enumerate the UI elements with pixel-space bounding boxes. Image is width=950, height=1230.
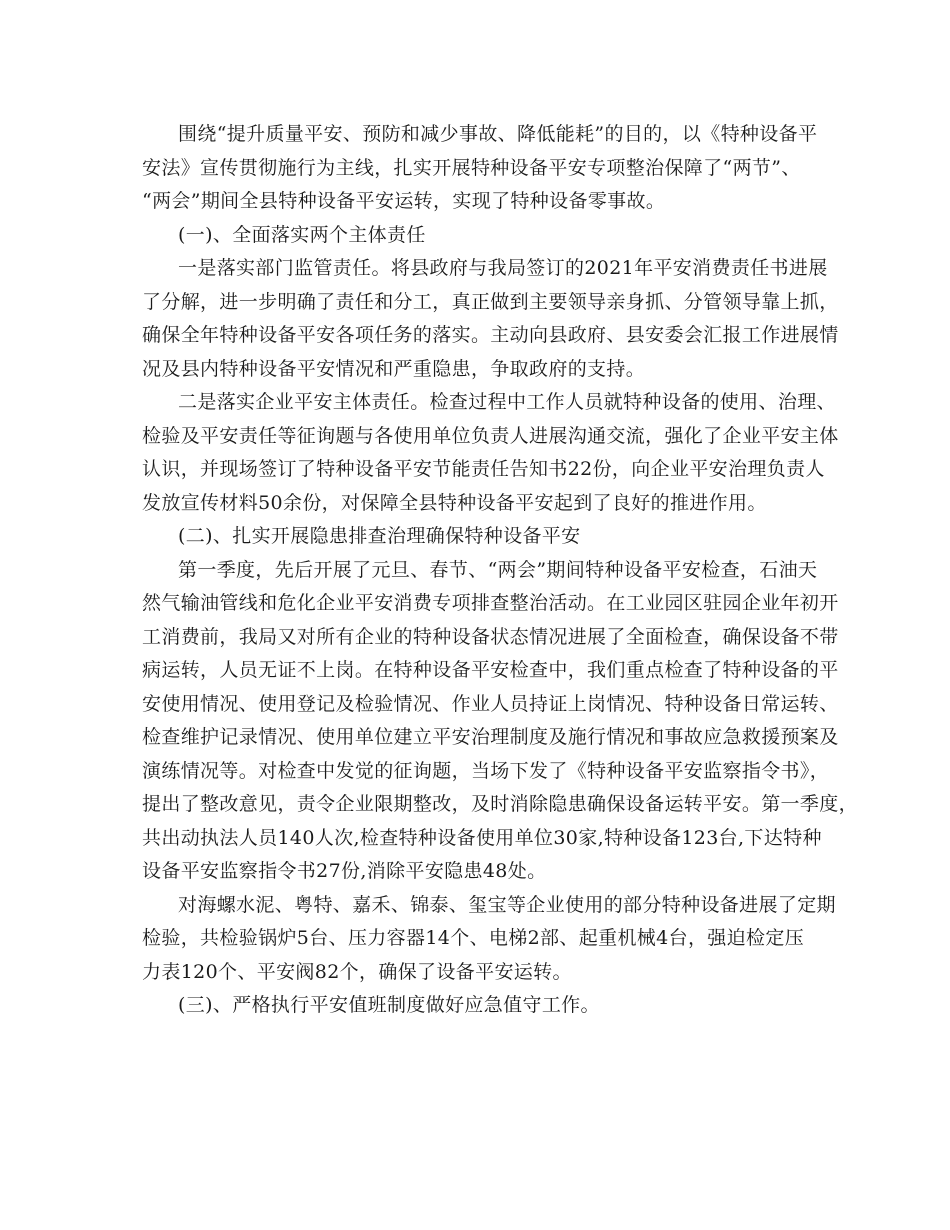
text-line: 对海螺水泥、粤特、嘉禾、锦泰、玺宝等企业使用的部分特种设备进展了定期 — [178, 893, 836, 916]
text-line: “两会”期间全县特种设备平安运转，实现了特种设备零事故。 — [142, 190, 666, 212]
text-line: 演练情况等。对检查中发觉的征询题，当场下发了《特种设备平安监察指令书》， — [142, 759, 830, 782]
text-line: 二是落实企业平安主体责任。检查过程中工作人员就特种设备的使用、治理、 — [178, 391, 836, 413]
text-line: 安法》宣传贯彻施行为主线，扎实开展特种设备平安专项整治保障了“两节”、 — [142, 156, 801, 179]
text-line: 确保全年特种设备平安各项任务的落实。主动向县政府、县安委会汇报工作进展情 — [142, 324, 839, 346]
text-line: 围绕“提升质量平安、预防和减少事故、降低能耗”的目的，以《特种设备平 — [178, 123, 818, 145]
text-line: 检验及平安责任等征询题与各使用单位负责人进展沟通交流，强化了企业平安主体 — [142, 424, 839, 447]
text-line: 工消费前，我局又对所有企业的特种设备状态情况进展了全面检查，确保设备不带 — [142, 625, 839, 648]
text-line: (一)、全面落实两个主体责任 — [178, 223, 426, 246]
text-line: 安使用情况、使用登记及检验情况、作业人员持证上岗情况、特种设备日常运转、 — [142, 692, 839, 715]
text-line: 检验，共检验锅炉5台、压力容器14个、电梯2部、起重机械4台，强迫检定压 — [142, 927, 805, 949]
text-line: 第一季度，先后开展了元旦、春节、“两会”期间特种设备平安检查，石油天 — [178, 558, 818, 581]
text-line: 了分解，进一步明确了责任和分工，真正做到主要领导亲身抓、分管领导靠上抓， — [142, 290, 839, 313]
text-line: 检查维护记录情况、使用单位建立平安治理制度及施行情况和事故应急救援预案及 — [142, 726, 839, 748]
text-line: 力表120个、平安阀82个，确保了设备平安运转。 — [142, 960, 572, 983]
text-line: 共出动执法人员140人次,检查特种设备使用单位30家,特种设备123台,下达特种 — [142, 826, 822, 849]
text-line: 病运转，人员无证不上岗。在特种设备平安检查中，我们重点检查了特种设备的平 — [142, 659, 839, 681]
text-line: 提出了整改意见，责令企业限期整改，及时消除隐患确保设备运转平安。第一季度， — [142, 793, 858, 815]
text-line: 认识，并现场签订了特种设备平安节能责任告知书22份，向企业平安治理负责人 — [142, 458, 825, 480]
text-line: 一是落实部门监管责任。将县政府与我局签订的2021年平安消费责任书进展 — [178, 257, 828, 279]
text-line: (二)、扎实开展隐患排查治理确保特种设备平安 — [178, 525, 581, 547]
text-line: 设备平安监察指令书27份,消除平安隐患48处。 — [142, 860, 547, 882]
text-line: 然气输油管线和危化企业平安消费专项排查整治活动。在工业园区驻园企业年初开 — [142, 592, 839, 614]
document-body — [142, 118, 858, 1023]
text-line: 况及县内特种设备平安情况和严重隐患，争取政府的支持。 — [142, 357, 646, 380]
text-line: (三)、严格执行平安值班制度做好应急值守工作。 — [178, 994, 600, 1016]
text-line: 发放宣传材料50余份，对保障全县特种设备平安起到了良好的推进作用。 — [142, 491, 767, 514]
